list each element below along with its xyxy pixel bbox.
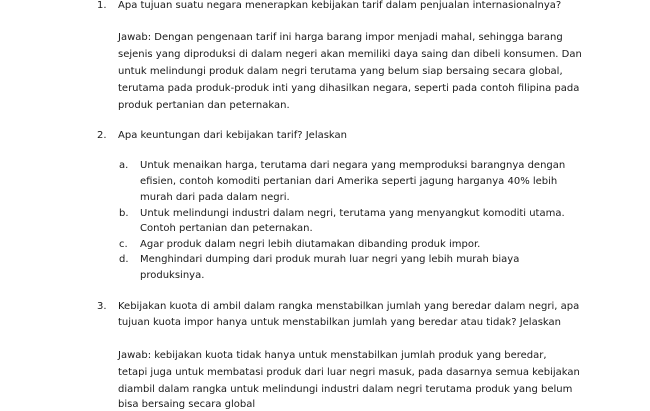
q1-answer-line: Jawab: Dengan pengenaan tarif ini harga barang impor menjadi mahal, sehingga barang [118, 32, 563, 43]
q2-item-marker-b: b. [119, 208, 129, 219]
q3-answer-line: bisa bersaing secara global [118, 399, 256, 410]
q3-answer-line: Jawab: kebijakan kuota tidak hanya untuk menstabilkan jumlah produk yang beredar, [118, 350, 547, 361]
q2-item-d-line: Menghindari dumping dari produk murah luar negri yang lebih murah biaya [140, 254, 520, 265]
q2-item-a-line: murah dari pada dalam negri. [140, 192, 290, 203]
q2-item-marker-c: c. [119, 239, 128, 250]
q1-answer-line: produk pertanian dan peternakan. [118, 100, 290, 111]
q1-answer-line: untuk melindungi produk dalam negri terutama yang belum siap bersaing secara global, [118, 66, 563, 77]
q2-item-a-line: efisien, contoh komoditi pertanian dari Amerika seperti jagung harganya 40% lebih [140, 176, 558, 187]
q2-number: 2. [97, 130, 107, 141]
q2-item-d-line: produksinya. [140, 270, 205, 281]
q3-answer-line: tetapi juga untuk membatasi produk dari luar negri masuk, pada dasarnya semua kebijakan [118, 367, 580, 378]
q3-answer-line: diambil dalam rangka untuk melindungi industri dalam negri terutama produk yang belum [118, 384, 573, 395]
q2-item-a-line: Untuk menaikan harga, terutama dari negara yang memproduksi barangnya dengan [140, 160, 566, 171]
q3-question-line: tujuan kuota impor hanya untuk menstabilkan jumlah yang beredar atau tidak? Jelaskan [118, 317, 561, 328]
q3-question-line: Kebijakan kuota di ambil dalam rangka menstabilkan jumlah yang beredar dalam negri, apa [118, 301, 580, 312]
q3-number: 3. [97, 301, 107, 312]
q1-question: Apa tujuan suatu negara menerapkan kebijakan tarif dalam penjualan internasionalnya? [118, 0, 562, 11]
q1-answer-line: terutama pada produk-produk inti yang dihasilkan negara, seperti pada contoh filipina pada [118, 83, 580, 94]
q2-item-marker-a: a. [119, 160, 129, 171]
q2-question: Apa keuntungan dari kebijakan tarif? Jelaskan [118, 130, 348, 141]
q2-item-marker-d: d. [119, 254, 129, 265]
q2-item-b-line: Untuk melindungi industri dalam negri, terutama yang menyangkut komoditi utama. [140, 208, 565, 219]
q1-number: 1. [97, 0, 107, 11]
q2-item-c-line: Agar produk dalam negri lebih diutamakan dibanding produk impor. [140, 239, 481, 250]
q2-item-b-line: Contoh pertanian dan peternakan. [140, 223, 313, 234]
q1-answer-line: sejenis yang diproduksi di dalam negeri akan memiliki daya saing dan dibeli konsumen. Dan [118, 49, 582, 60]
